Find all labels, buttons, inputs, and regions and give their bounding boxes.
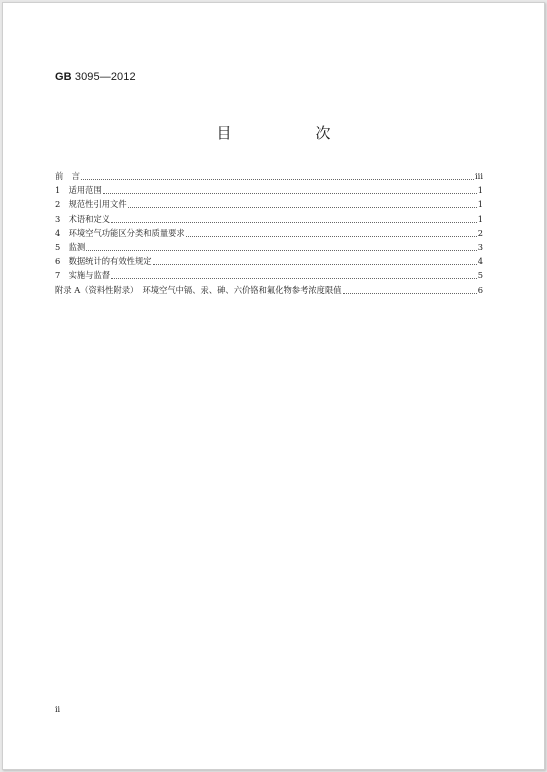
toc-leader-dots [153,263,477,265]
toc-entry-appendix-a[interactable] [55,283,483,297]
toc-entry-page: 3 [477,241,483,252]
toc-entry-normative-references[interactable] [55,197,483,211]
toc-leader-dots [86,249,477,251]
toc-entry-label: 附录 A（资料性附录） 环境空气中镉、汞、砷、六价铬和氟化物参考浓度限值 [55,284,342,295]
toc-entry-page: 2 [477,227,483,238]
toc-leader-dots [186,235,477,237]
standard-header [55,71,136,83]
toc-entry-foreword[interactable] [55,169,483,183]
toc-entry-scope[interactable] [55,183,483,197]
toc-entry-label: 7 实施与监督 [55,270,111,281]
toc-entry-monitoring[interactable] [55,240,483,254]
toc-title: 目 次 [216,124,349,142]
toc-entry-data-validity[interactable] [55,254,483,268]
toc-entry-terms-definitions[interactable] [55,212,483,226]
toc-entry-page: iii [475,171,483,181]
toc-entry-page: 1 [477,213,483,224]
toc-entry-page: 1 [477,199,483,210]
toc-entry-label: 前 言 [55,171,80,181]
toc-leader-dots [111,221,477,223]
toc-entry-label: 1 适用范围 [55,185,102,196]
toc-entry-page: 6 [477,284,483,295]
toc-entry-page: 5 [477,270,483,281]
standard-code: GB [55,71,72,83]
document-page [2,2,545,770]
toc-leader-dots [103,192,477,194]
toc-entry-label: 3 术语和定义 [55,213,111,224]
toc-entry-label: 4 环境空气功能区分类和质量要求 [55,227,185,238]
toc-entry-label: 2 规范性引用文件 [55,199,127,210]
toc-entry-implementation[interactable] [55,268,483,282]
toc-entry-page: 4 [477,256,483,267]
toc-leader-dots [343,292,477,294]
table-of-contents [55,169,483,297]
toc-entry-label: 5 监测 [55,241,86,252]
toc-leader-dots [81,178,474,180]
toc-entry-classification-requirements[interactable] [55,226,483,240]
toc-entry-page: 1 [477,185,483,196]
standard-number: 3095—2012 [74,71,136,83]
toc-leader-dots [111,277,477,279]
toc-leader-dots [128,206,477,208]
toc-entry-label: 6 数据统计的有效性规定 [55,256,152,267]
page-number: ii [55,705,61,714]
